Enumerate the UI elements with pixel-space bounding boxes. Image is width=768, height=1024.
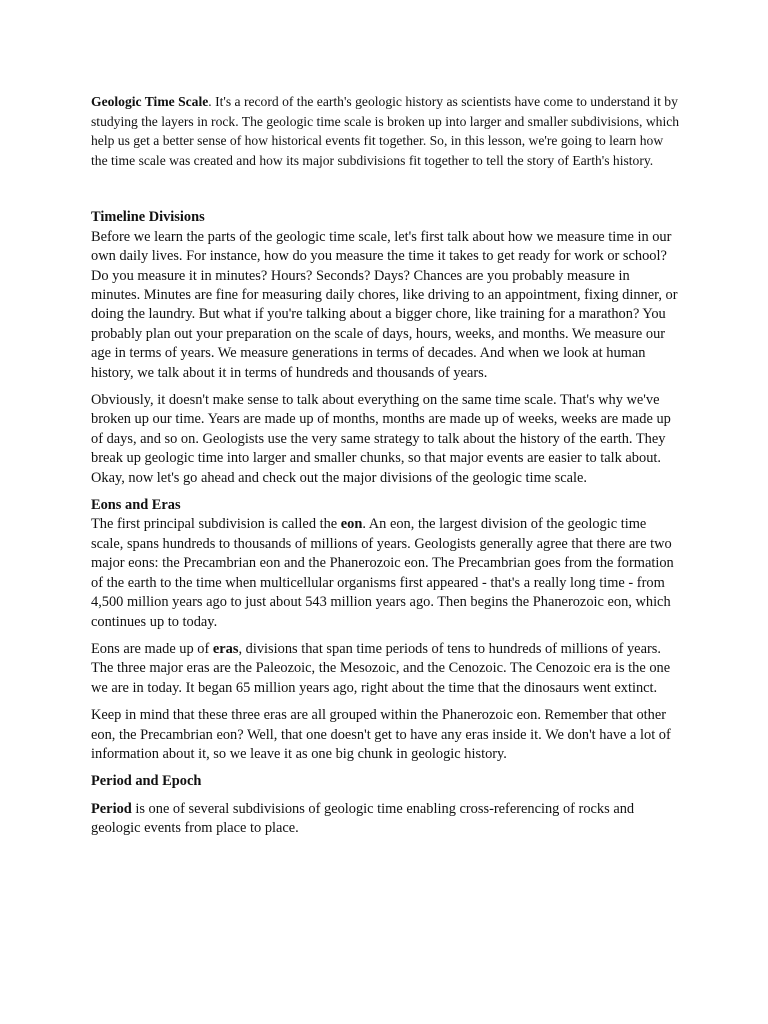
timeline-paragraph-1: Before we learn the parts of the geologic time scale, let's first talk about how we measure time in our own daily lives. For instance, how do you measure the time it takes to get ready for work or school? Do you measure it in minutes? Hours? Seconds? Days? Chances are you probably measure in minutes. Minutes are fine for measuring daily chores, like driving to an appointment, fixing dinner, or doing the laundry. But what if you're talking about a bigger chore, like training for a marathon? You probably plan out your preparation on the scale of days, hours, weeks, and months. We measure our age in terms of years. We measure generations in terms of decades. And when we look at human history, we talk about it in terms of hundreds and thousands of years. <box>91 228 678 381</box>
timeline-paragraph-2: Obviously, it doesn't make sense to talk about everything on the same time scale. That's why we've broken up our time. Years are made up of months, months are made up of weeks, weeks are made up of days, and so on. Geologists use the very same strategy to talk about the history of the earth. They break up geologic time into larger and smaller chunks, so that major events are easier to talk about. Okay, now let's go ahead and check out the major divisions of the geologic time scale. <box>91 392 671 486</box>
eons-paragraph-3: Keep in mind that these three eras are all grouped within the Phanerozoic eon. Remember that other eon, the Precambrian eon? Well, that one doesn't get to have any eras inside it. We don't have a lot of information about it, so we leave it as one big chunk in geologic history. <box>91 707 671 762</box>
period-p1-bold: Period <box>91 800 132 817</box>
eons-paragraph-2 <box>91 640 681 698</box>
section-heading-timeline: Timeline Divisions <box>91 209 205 226</box>
eons-p1-bold: eon <box>340 516 363 533</box>
eons-p2-bold: eras <box>212 640 239 657</box>
intro-title: Geologic Time Scale <box>91 94 209 109</box>
eons-p1-after: . An eon, the largest division of the geologic time scale, spans hundreds to thousands of millions of years. Geologists generally agree that there are two major eons: the Precambrian eon and the Phanerozoic eon. The Precambrian goes from the formation of the earth to the time when multicellular organisms first appeared - that's a really long time - from 4,500 million years ago to just about 543 million years ago. Then begins the Phanerozoic eon, which continues up to today. <box>91 516 674 630</box>
eons-p1-before: The first principal subdivision is called the <box>91 516 341 533</box>
intro-paragraph <box>91 92 681 170</box>
section-heading-period: Period and Epoch <box>91 773 202 790</box>
period-p1-after: is one of several subdivisions of geologic time enabling cross-referencing of rocks and geologic events from place to place. <box>91 800 635 837</box>
document-page <box>91 92 681 839</box>
period-paragraph-1 <box>91 800 681 839</box>
intro-text: . It's a record of the earth's geologic history as scientists have come to understand it by studying the layers in rock. The geologic time scale is broken up into larger and smaller subdivisions, which help us get a better sense of how historical events fit together. So, in this lesson, we're going to learn how the time scale was created and how its major subdivisions fit together to tell the story of Earth's history. <box>91 94 680 168</box>
eons-p2-before: Eons are made up of <box>91 640 213 657</box>
section-heading-eons: Eons and Eras <box>91 497 181 514</box>
eons-paragraph-1 <box>91 515 681 631</box>
eons-p2-after: , divisions that span time periods of tens to hundreds of millions of years. The three major eras are the Paleozoic, the Mesozoic, and the Cenozoic. The Cenozoic era is the one we are in today. It began 65 million years ago, right about the time that the dinosaurs went extinct. <box>91 640 671 696</box>
